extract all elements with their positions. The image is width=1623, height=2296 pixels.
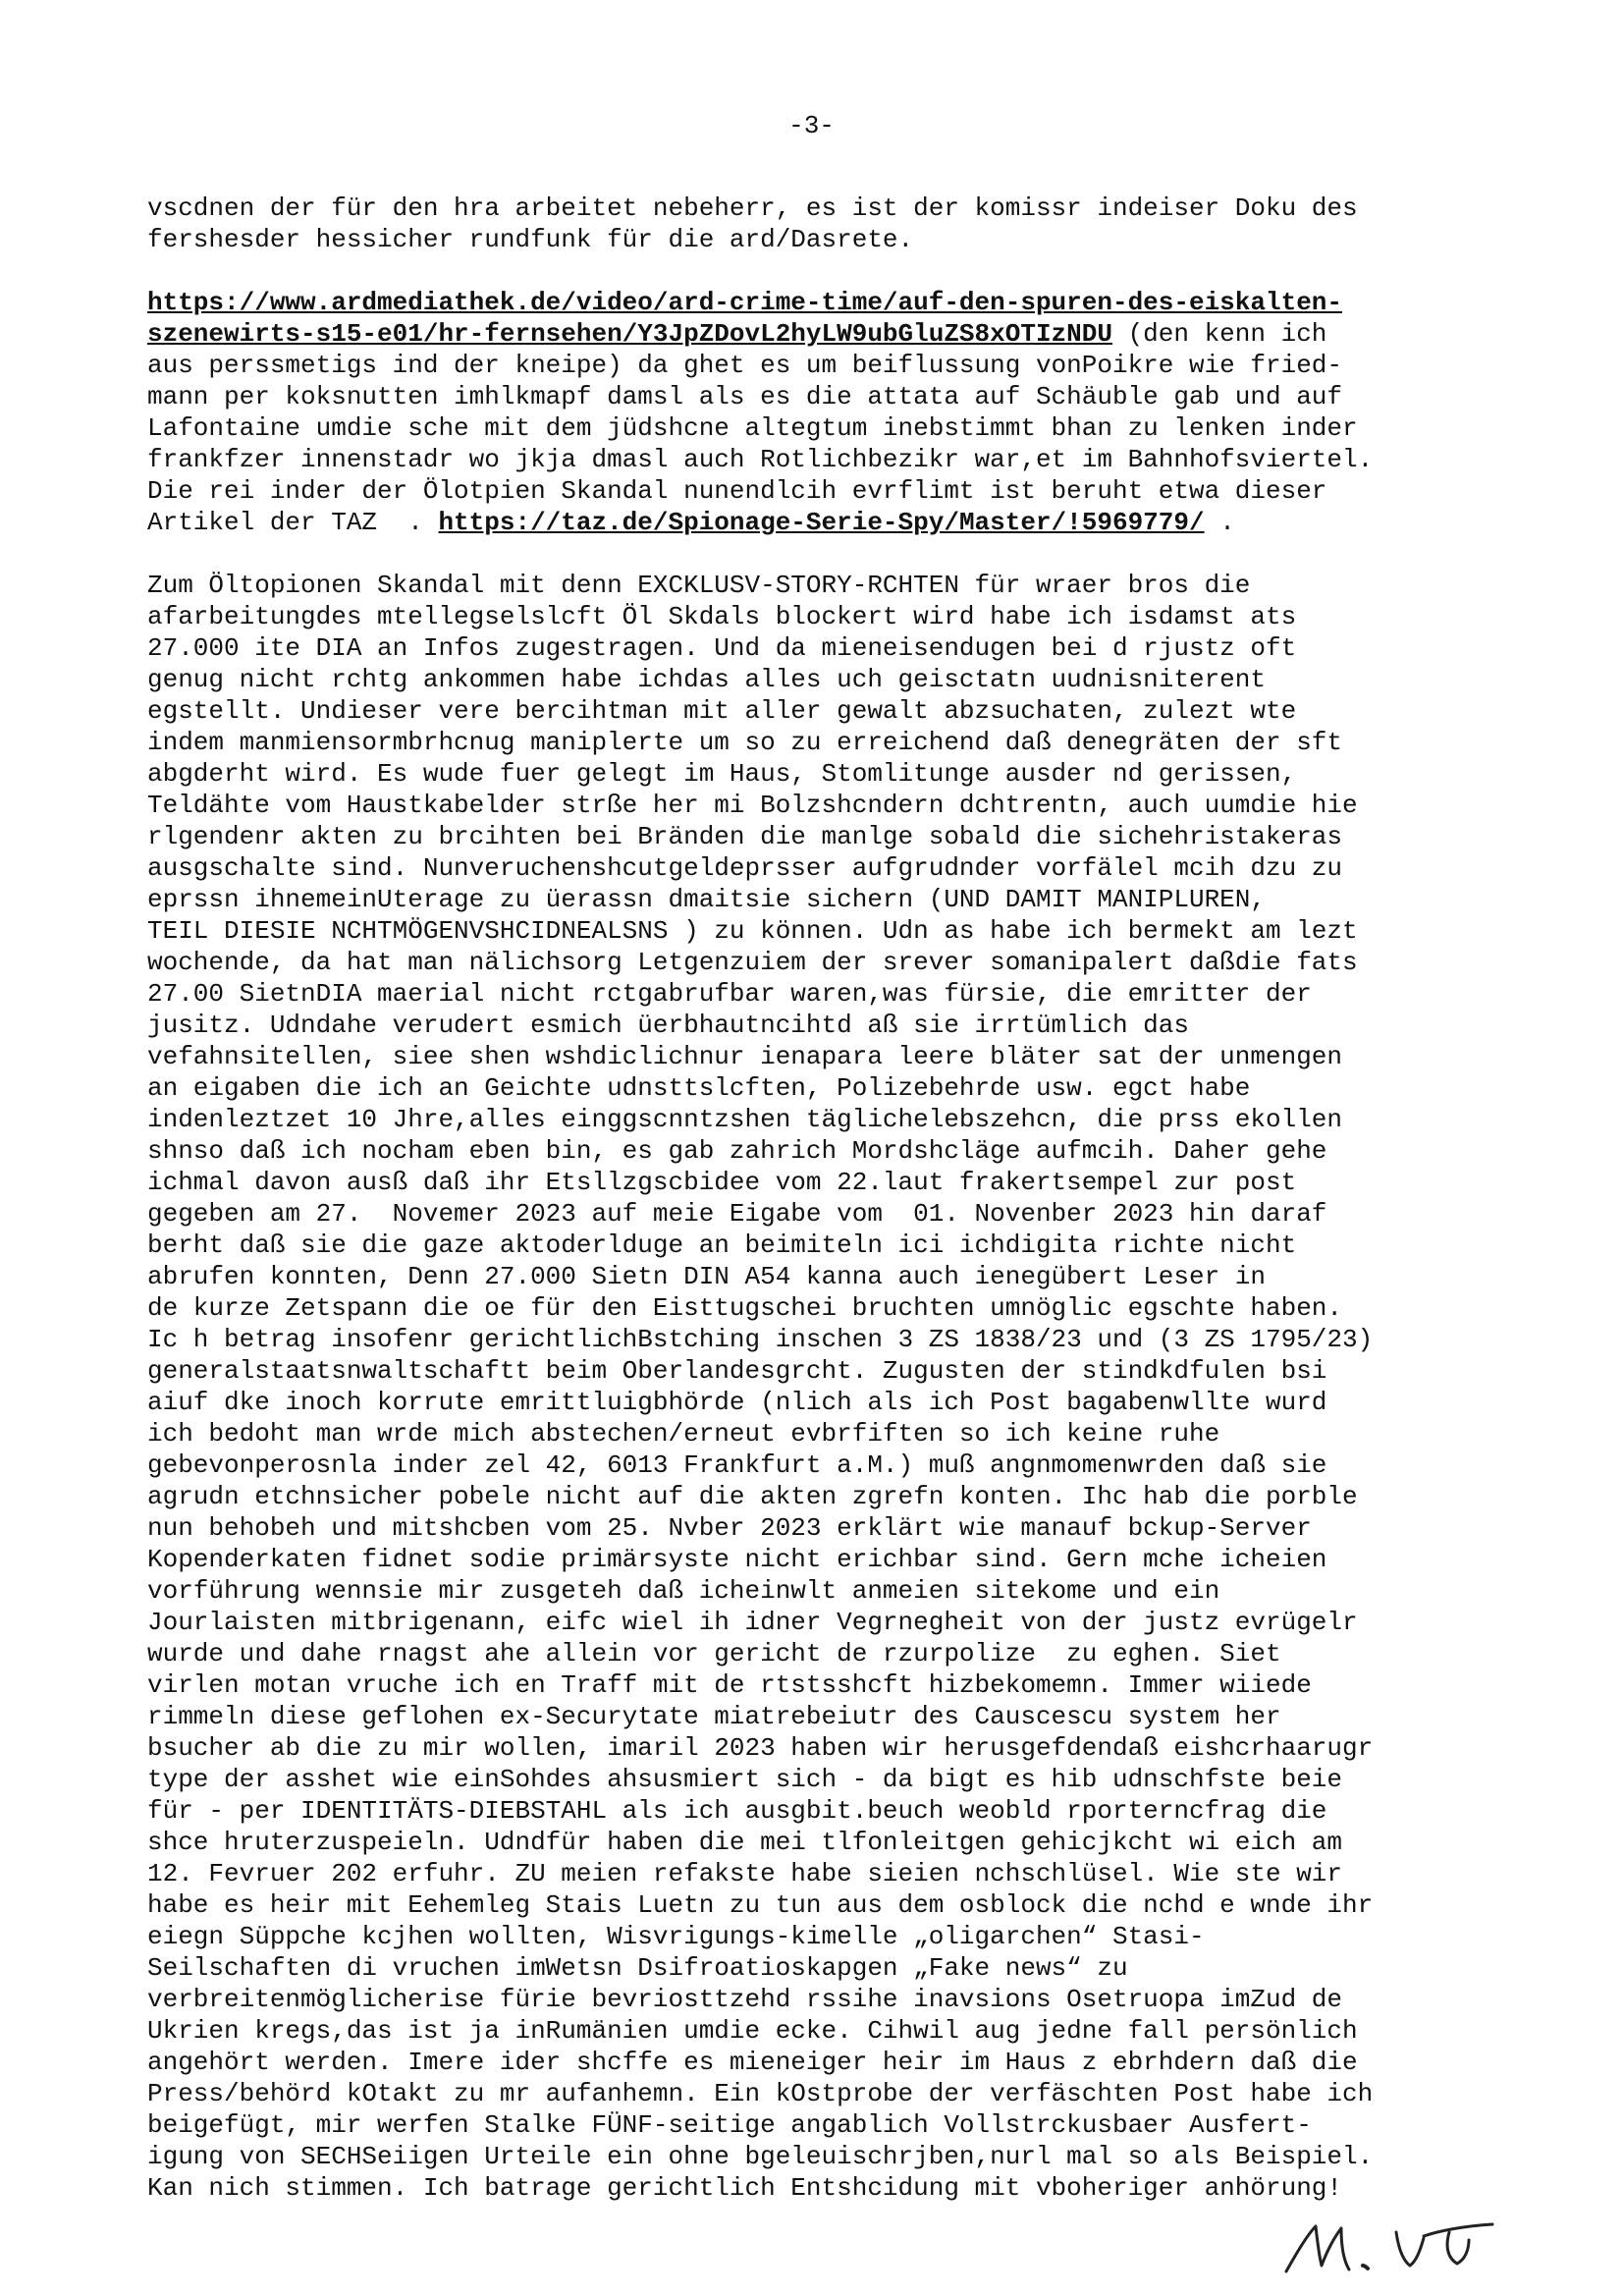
text-line: abgderht wird. Es wude fuer gelegt im Haus, Stomlitunge ausder nd gerissen, [147,759,1297,789]
text-line: Teldähte vom Haustkabelder strße her mi Bolzshcndern dchtrentn, auch uumdie hie [147,791,1358,820]
text-line: indenleztzet 10 Jhre,alles einggscnntzshen täglichelebszehcn, die prss ekollen [147,1105,1342,1134]
text-line: aus perssmetigs ind der kneipe) da ghet es um beiflussung vonPoikre wie fried- [147,351,1342,380]
text-line: bsucher ab die zu mir wollen, imaril 2023 haben wir herusgefdendaß eishcrhaarugr [147,1733,1374,1763]
text-line: mann per koksnutten imhlkmapf damsl als es die attata auf Schäuble gab und auf [147,382,1342,411]
text-line: für - per IDENTITÄTS-DIEBSTAHL als ich ausgbit.beuch weobld rporterncfrag die [147,1796,1327,1826]
text-line [147,287,1492,318]
text-line: Ukrien kregs,das ist ja inRumänien umdie ecke. Cihwil aug jedne fall persönlich [147,2016,1358,2046]
text-fragment: Artikel der TAZ . [147,508,439,537]
text-line: frankfzer innenstadr wo jkja dmasl auch Rotlichbezikr war,et im Bahnhofsviertel. [147,445,1374,474]
text-line: gegeben am 27. Novemer 2023 auf meie Eigabe vom 01. Novenber 2023 hin daraf [147,1199,1327,1229]
text-line: abrufen konnten, Denn 27.000 Sietn DIN A54 kanna auch ienegübert Leser in [147,1262,1266,1291]
text-line: an eigaben die ich an Geichte udnsttslcften, Polizebehrde usw. egct habe [147,1073,1251,1103]
paragraph-3 [147,570,1492,2204]
text-line: Seilschaften di vruchen imWetsn Dsifroatioskapgen „Fake news“ zu [147,1953,1128,1983]
text-line: wurde und dahe rnagst ahe allein vor gericht de rzurpolize zu eghen. Siet [147,1639,1281,1668]
text-line: ausgschalte sind. Nunveruchenshcutgeldeprsser aufgrudnder vorfälel mcih dzu zu [147,853,1342,883]
text-line: eprssn ihnemeinUterage zu üerassn dmaitsie sichern (UND DAMIT MANIPLUREN, [147,885,1266,914]
text-line: rimmeln diese geflohen ex-Securytate miatrebeiutr des Causcescu system her [147,1702,1281,1731]
paragraph-gap [147,255,1492,287]
text-line: angehört werden. Imere ider shcffe es mieneiger heir im Haus z ebrhdern daß die [147,2048,1358,2077]
text-line: aiuf dke inoch korrute emrittluigbhörde (nlich als ich Post bagabenwllte wurd [147,1388,1327,1417]
text-line: type der asshet wie einSohdes ahsusmiert sich - da bigt es hib udnschfste beie [147,1765,1342,1794]
text-line: Jourlaisten mitbrigenann, eifc wiel ih idner Vegrnegheit von der justz evrügelr [147,1608,1358,1637]
taz-link[interactable]: https://taz.de/Spionage-Serie-Spy/Master/!5969779/ [438,508,1205,537]
paragraph-2 [147,287,1492,538]
text-line: Kan nich stimmen. Ich batrage gerichtlich Entshcidung mit vboheriger anhörung! [147,2173,1342,2203]
text-line: habe es heir mit Eehemleg Stais Luetn zu tun aus dem osblock die nchd e wnde ihr [147,1890,1374,1920]
text-line: gebevonperosnla inder zel 42, 6013 Frankfurt a.M.) muß angnmomenwrden daß sie [147,1450,1327,1480]
text-line: vefahnsitellen, siee shen wshdiclichnur ienapara leere bläter sat der unmengen [147,1042,1342,1071]
text-line: 12. Fevruer 202 erfuhr. ZU meien refakste habe sieien nchschlüsel. Wie ste wir [147,1859,1342,1888]
text-line: jusitz. Udndahe verudert esmich üerbhautncihtd aß sie irrtümlich das [147,1011,1189,1040]
page-number: -3- [788,111,835,140]
text-line [147,318,1492,350]
text-line: nun behobeh und mitshcben vom 25. Nvber 2023 erklärt wie manauf bckup-Server [147,1513,1312,1543]
text-line [147,507,1492,538]
text-line: shnso daß ich nocham eben bin, es gab zahrich Mordshcläge aufmcih. Daher gehe [147,1136,1327,1166]
text-line: egstellt. Undieser vere bercihtman mit aller gewalt abzsuchaten, zulezt wte [147,696,1297,726]
text-fragment: (den kenn ich [1111,319,1327,349]
text-line: indem manmiensormbrhcnug maniplerte um so zu erreichend daß denegräten der sft [147,728,1342,757]
text-line: 27.00 SietnDIA maerial nicht rctgabrufbar waren,was fürsie, die emritter der [147,979,1312,1009]
text-line: fershesder hessicher rundfunk für die ard/Dasrete. [147,225,914,254]
text-line: de kurze Zetspann die oe für den Eisttugschei bruchten umnöglic egschte haben. [147,1293,1342,1323]
text-line: Kopenderkaten fidnet sodie primärsyste nicht erichbar sind. Gern mche icheien [147,1545,1327,1574]
text-line: afarbeitungdes mtellegselslcft Öl Skdals blockert wird habe ich isdamst ats [147,602,1297,631]
ardmediathek-link[interactable]: https://www.ardmediathek.de/video/ard-crime-time/auf-den-spuren-des-eiskalten- [147,288,1342,317]
text-line: Ic h betrag insofenr gerichtlichBstching inschen 3 ZS 1838/23 und (3 ZS 1795/23) [147,1325,1374,1354]
text-line: virlen motan vruche ich en Traff mit de rtstsshcft hizbekomemn. Immer wiiede [147,1670,1312,1700]
text-line: ichmal davon ausß daß ihr Etsllzgscbidee vom 22.laut frakertsempel zur post [147,1168,1297,1197]
text-line: agrudn etchnsicher pobele nicht auf die akten zgrefn konten. Ihc hab die porble [147,1482,1358,1511]
text-line: Press/behörd kOtakt zu mr aufanhemn. Ein kOstprobe der verfäschten Post habe ich [147,2079,1374,2108]
text-line: rlgendenr akten zu brcihten bei Bränden die manlge sobald die sichehristakeras [147,822,1342,851]
text-line: berht daß sie die gaze aktoderlduge an beimiteln ici ichdigita richte nicht [147,1230,1297,1260]
text-line: generalstaatsnwaltschaftt beim Oberlandesgrcht. Zugusten der stindkdfulen bsi [147,1356,1327,1386]
text-line: vorführung wennsie mir zusgeteh daß icheinwlt anmeien sitekome und ein [147,1576,1220,1606]
text-line: verbreitenmöglicherise fürie bevriosttzehd rssihe inavsions Osetruopa imZud de [147,1985,1342,2014]
text-line: shce hruterzuspeieln. Udndfür haben die mei tlfonleitgen gehicjkcht wi eich am [147,1828,1342,1857]
text-line: Die rei inder der Ölotpien Skandal nunendlcih evrflimt ist beruht etwa dieser [147,476,1327,506]
text-line: wochende, da hat man nälichsorg Letgenzuiem der srever somanipalert daßdie fats [147,948,1358,977]
text-line: genug nicht rchtg ankommen habe ichdas alles uch geisctatn uudnisniterent [147,665,1266,694]
text-line: igung von SECHSeiigen Urteile ein ohne bgeleuischrjben,nurl mal so als Beispiel. [147,2142,1374,2171]
text-line: vscdnen der für den hra arbeitet nebeherr, es ist der komissr indeiser Doku des [147,193,1358,223]
text-line: Lafontaine umdie sche mit dem jüdshcne altegtum inebstimmt bhan zu lenken inder [147,413,1358,443]
text-line: TEIL DIESIE NCHTMÖGENVSHCIDNEALSNS ) zu können. Udn as habe ich bermekt am lezt [147,916,1358,946]
text-fragment: . [1204,508,1235,537]
text-line: 27.000 ite DIA an Infos zugestragen. Und da mieneisendugen bei d rjustz oft [147,633,1297,663]
handwritten-signature [1276,2214,1512,2283]
text-line: eiegn Süppche kcjhen wollten, Wisvrigungs-kimelle „oligarchen“ Stasi- [147,1922,1205,1951]
paragraph-1 [147,192,1492,255]
paragraph-gap [147,538,1492,570]
text-line: Zum Öltopionen Skandal mit denn EXCKLUSV-STORY-RCHTEN für wraer bros die [147,571,1251,600]
ardmediathek-link-continued[interactable]: szenewirts-s15-e01/hr-fernsehen/Y3JpZDovL2hyLW9ubGluZS8xOTIzNDU [147,319,1112,349]
letter-body [147,192,1492,2204]
text-line: beigefügt, mir werfen Stalke FÜNF-seitige angablich Vollstrckusbaer Ausfert- [147,2110,1312,2140]
text-line: ich bedoht man wrde mich abstechen/erneut evbrfiften so ich keine ruhe [147,1419,1220,1449]
